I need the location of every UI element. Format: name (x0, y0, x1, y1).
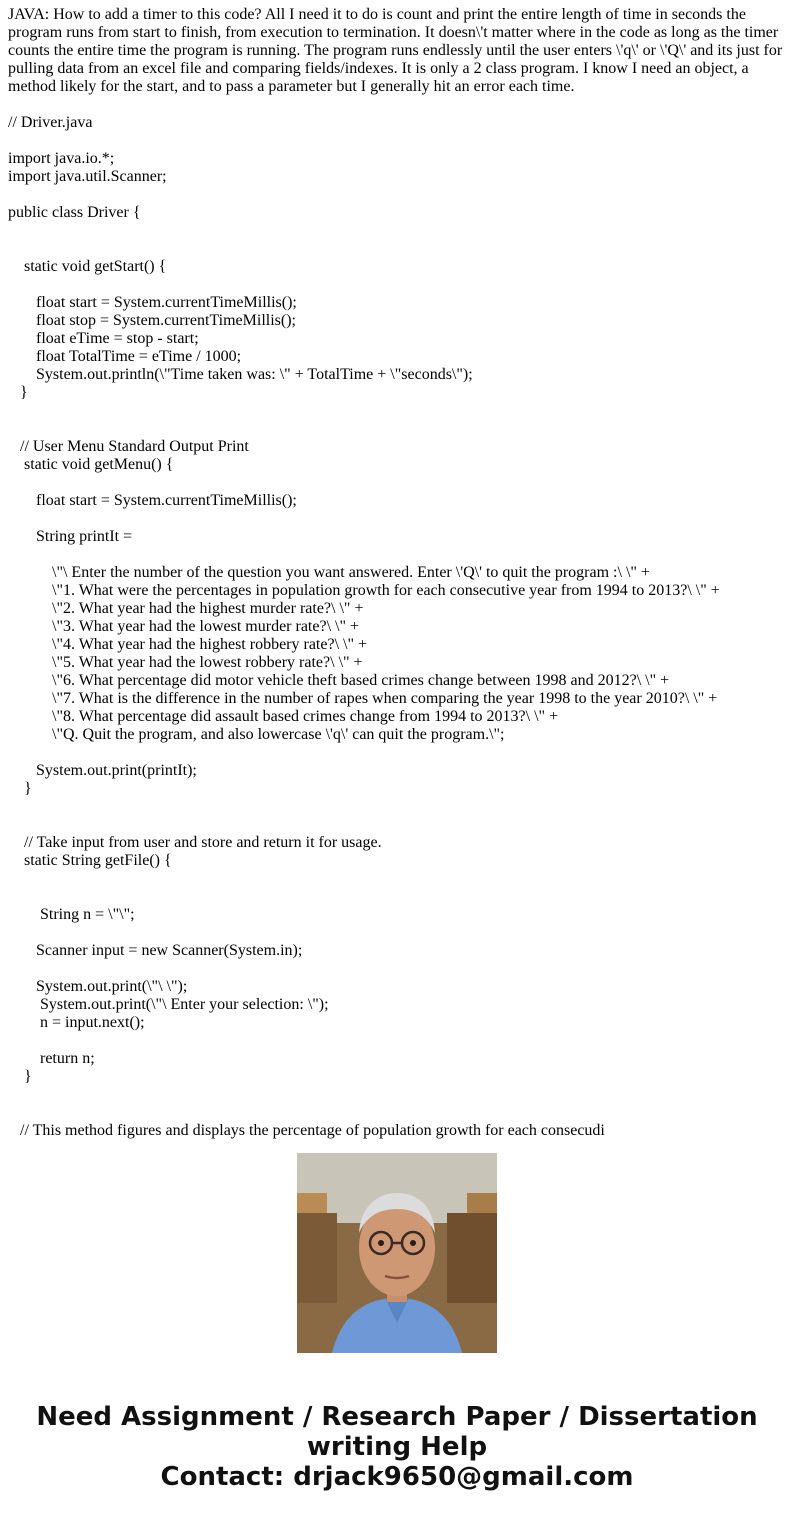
avatar-photo-icon (297, 1153, 497, 1353)
code-listing: // Driver.java import java.io.*; import java.util.Scanner; public class Driver { static void getStart() { float start = System.currentTimeMillis(); float stop = System.currentTimeMillis(); float eTime = stop - start; float TotalTime = eTime / 1000; System.out.println(\"Time taken was: \" + TotalTime + \"seconds\"); } // User Menu Standard Output Print static void getMenu() { float start = System.currentTimeMillis(); String printIt = \"\ Enter the number of the question you want answered. Enter \'Q\' to quit the program :\ \" + \"1. What were the percentages in population growth for each consecutive year from 1994 to 2013?\ \" + \"2. What year had the highest murder rate?\ \" + \"3. What year had the lowest murder rate?\ \" + \"4. What year had the highest robbery rate?\ \" + \"5. What year had the lowest robbery rate?\ \" + \"6. What percentage did motor vehicle theft based crimes change between 1998 and 2012?\ \" + \"7. What is the difference in the number of rapes when comparing the year 1998 to the year 2010?\ \" + \"8. What percentage did assault based crimes change from 1994 to 2013?\ \" + \"Q. Quit the program, and also lowercase \'q\' can quit the program.\"; System.out.print(printIt); } // Take input from user and store and return it for usage. static String getFile() { String n = \"\"; Scanner input = new Scanner(System.in); System.out.print(\"\ \"); System.out.print(\"\ Enter your selection: \"); n = input.next(); return n; } // This method figures and displays the percentage of population growth for each consecudi (8, 114, 720, 1139)
question-content (8, 6, 786, 1139)
footer-line-2: writing Help (306, 1432, 488, 1462)
author-avatar (297, 1153, 497, 1353)
footer-contact: Contact: drjack9650@gmail.com (160, 1462, 634, 1492)
footer-line-1: Need Assignment / Research Paper / Dissertation (36, 1402, 758, 1432)
promo-footer (0, 1402, 794, 1492)
question-text: JAVA: How to add a timer to this code? All I need it to do is count and print the entire length of time in seconds the program runs from start to finish, from execution to termination. It doesn\'t matter where in the code as long as the timer counts the entire time the program is running. The program runs endlessly until the user enters \'q\' or \'Q\' and its just for pulling data from an excel file and comparing fields/indexes. It is only a 2 class program. I know I need an object, a method likely for the start, and to pass a parameter but I generally hit an error each time. (8, 6, 783, 95)
